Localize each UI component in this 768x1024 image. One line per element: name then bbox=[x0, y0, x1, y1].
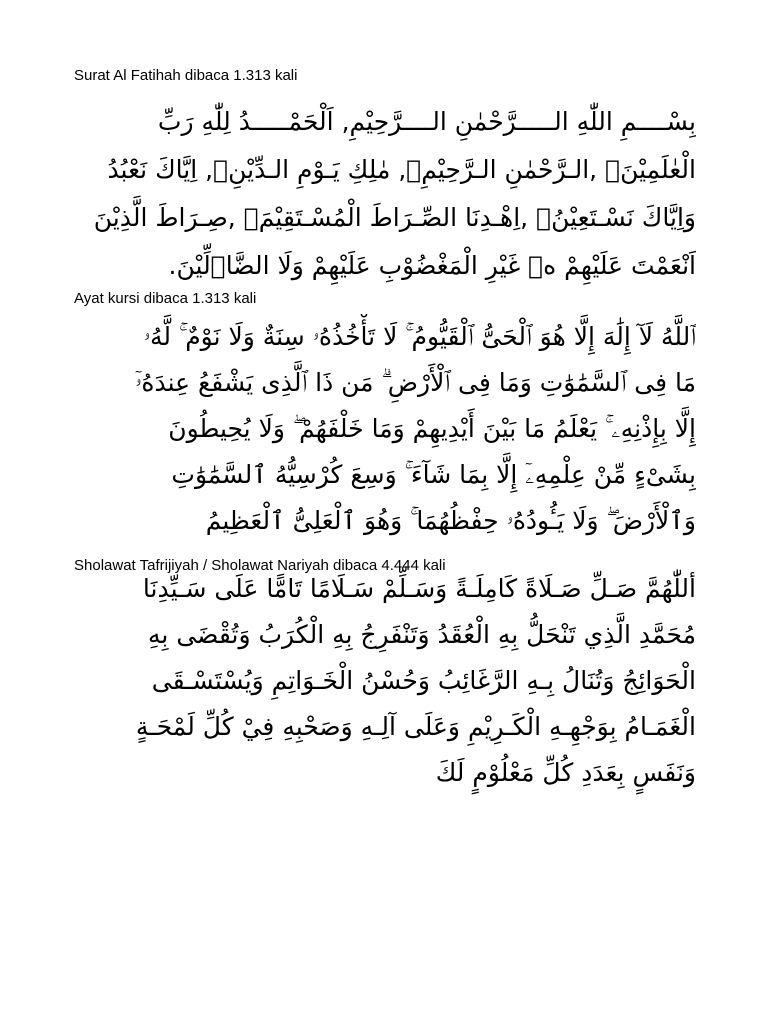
fatihah-text bbox=[72, 98, 696, 290]
fatihah-heading: Surat Al Fatihah dibaca 1.313 kali bbox=[74, 67, 298, 84]
fatihah-line: اَنْعَمْتَ عَلَيْهِمْ ەۙ غَيْرِ الْمَغْضُوْبِ عَلَيْهِمْ وَلَا الضَّاۤلِّيْنَ. bbox=[168, 251, 696, 280]
nariyah-heading: Sholawat Tafrijiyah / Sholawat Nariyah dibaca 4.444 kali bbox=[74, 557, 446, 574]
nariyah-line: مُحَمَّدِ الَّذِي تَنْحَلُّ بِهِ الْعُقَدُ وَتَنْفَرِجُ بِهِ الْكُرَبُ وَتُقْضَى بِهِ bbox=[148, 620, 696, 649]
nariyah-line: الْغَمَـامُ بِوَجْهِـهِ الْكَـرِيْمِ وَعَلَى آلِـهِ وَصَحْبِهِ فِيْ كُلِّ لَمْحَـةٍ bbox=[135, 712, 696, 741]
fatihah-line: الْعٰلَمِيْنَۙ ,الـرَّحْمٰنِ الـرَّحِيْمِۙ, مٰلِكِ يَـوْمِ الـدِّيْنِۗ, اِيَّاكَ نَعْبُدُ bbox=[107, 155, 696, 184]
kursi-heading: Ayat kursi dibaca 1.313 kali bbox=[74, 290, 257, 307]
kursi-line: ٱللَّهُ لَآ إِلَٰهَ إِلَّا هُوَ ٱلْحَىُّ ٱلْقَيُّومُ ۚ لَا تَأْخُذُهُۥ سِنَةٌ وَلَا نَوْمٌ ۚ لَّهُۥ bbox=[143, 322, 696, 351]
nariyah-text bbox=[72, 566, 696, 796]
nariyah-line: أللّٰهُمَّ صَـلِّ صَـلَاةً كَامِلَـةً وَسَـلِّمْ سَـلَامًا تَامًّا عَلَى سَـيِّدِنَا bbox=[142, 574, 696, 603]
kursi-line: مَا فِى ٱلسَّمَٰوَٰتِ وَمَا فِى ٱلْأَرْضِ ۗ مَن ذَا ٱلَّذِى يَشْفَعُ عِندَهُۥٓ bbox=[135, 368, 696, 397]
nariyah-line: الْحَوَائِجُ وَتُنَالُ بِـهِ الرَّغَائِبُ وَحُسْنُ الْخَـوَاتِمِ وَيُسْتَسْـقَى bbox=[151, 666, 696, 695]
kursi-line: إِلَّا بِإِذْنِهِۦ ۚ يَعْلَمُ مَا بَيْنَ أَيْدِيهِمْ وَمَا خَلْفَهُمْ ۖ وَلَا يُحِيطُونَ bbox=[168, 414, 696, 443]
kursi-text bbox=[72, 314, 696, 544]
nariyah-line: وَنَفَسٍ بِعَدَدِ كُلِّ مَعْلُوْمٍ لَكَ bbox=[435, 758, 696, 787]
fatihah-line: بِسْــــمِ اللّٰهِ الـــــرَّحْمٰنِ الــــرَّحِيْمِ, اَلْحَمْـــــدُ لِلّٰهِ رَبِّ bbox=[157, 107, 696, 136]
fatihah-line: وَاِيَّاكَ نَسْـتَعِيْنُۗ ,اِهْـدِنَا الصِّـرَاطَ الْمُسْـتَقِيْمَۙ ,صِـرَاطَ الَّذِيْنَ bbox=[93, 203, 696, 232]
kursi-line: وَٱلْأَرْضَ ۖ وَلَا يَـُٔودُهُۥ حِفْظُهُمَا ۚ وَهُوَ ٱلْعَلِىُّ ٱلْعَظِيمُ bbox=[205, 506, 696, 535]
kursi-line: بِشَىْءٍ مِّنْ عِلْمِهِۦٓ إِلَّا بِمَا شَآءَ ۚ وَسِعَ كُرْسِيُّهُ ٱلسَّمَٰوَٰتِ bbox=[171, 460, 696, 489]
